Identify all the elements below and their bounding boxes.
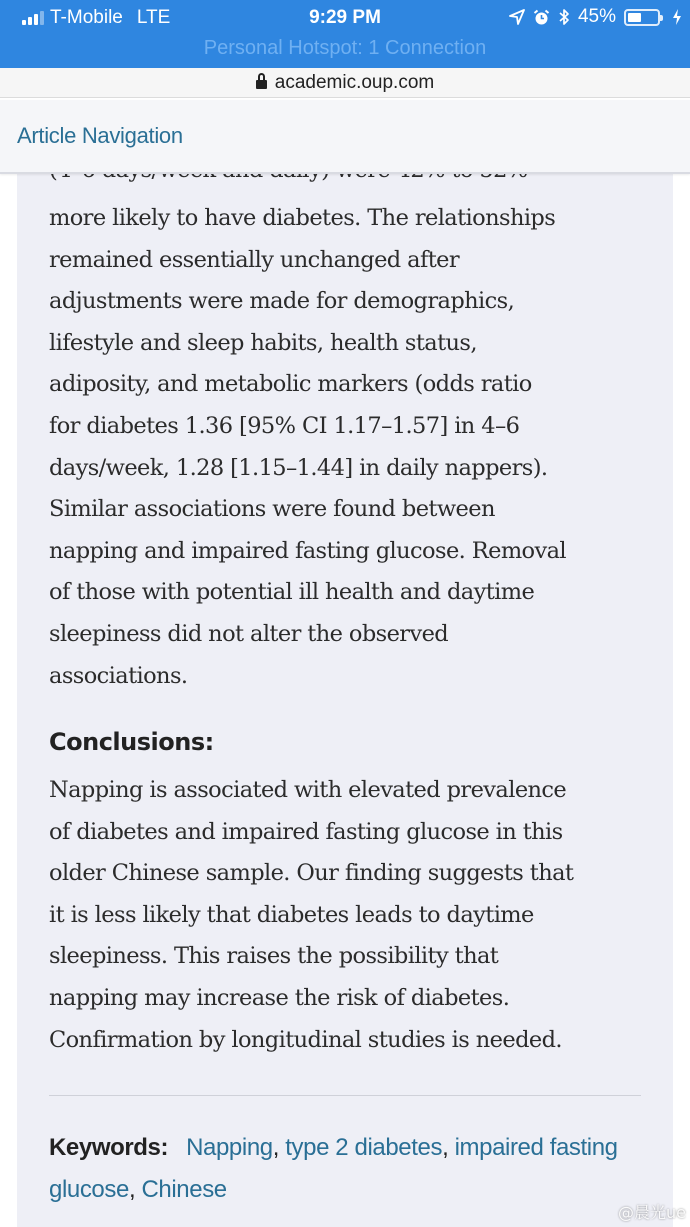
text-line: adiposity, and metabolic markers (odds ratio — [49, 371, 532, 398]
text-line: of diabetes and impaired fasting glucose in this — [49, 818, 563, 845]
keyword-separator: , — [442, 1134, 455, 1161]
text-line: older Chinese sample. Our finding suggests that — [49, 860, 574, 887]
lock-icon — [256, 77, 267, 90]
charging-icon — [672, 8, 682, 26]
keyword-link[interactable]: type 2 diabetes — [285, 1134, 443, 1161]
text-line: lifestyle and sleep habits, health status, — [49, 329, 477, 356]
network-label: LTE — [136, 7, 171, 28]
watermark: @晨光ue — [618, 1203, 686, 1222]
text-line: Similar associations were found between — [49, 496, 495, 523]
text-line: it is less likely that diabetes leads to daytime — [49, 901, 534, 928]
article-navigation-bar[interactable] — [0, 100, 690, 174]
text-line: sleepiness. This raises the possibility that — [49, 943, 499, 970]
text-line: Napping is associated with elevated prevalence — [49, 777, 567, 803]
abstract-card — [17, 150, 673, 1227]
text-line: more likely to have diabetes. The relationships — [49, 205, 556, 231]
conclusions-heading: Conclusions: — [49, 728, 214, 756]
keyword-separator: , — [128, 1176, 142, 1203]
text-line: napping and impaired fasting glucose. Removal — [49, 537, 567, 564]
results-paragraph — [49, 198, 649, 697]
url-text: academic.oup.com — [274, 71, 435, 93]
battery-percent: 45% — [577, 6, 616, 27]
url-bar[interactable] — [0, 68, 690, 98]
text-line: remained essentially unchanged after — [49, 246, 460, 273]
carrier-label: T-Mobile — [50, 7, 123, 28]
text-line: napping may increase the risk of diabetes. — [49, 984, 510, 1011]
status-bar — [0, 0, 690, 68]
keyword-link[interactable]: Napping — [186, 1134, 273, 1161]
conclusions-paragraph — [49, 770, 649, 1061]
alarm-icon — [533, 9, 550, 26]
keyword-link[interactable]: Chinese — [141, 1176, 227, 1203]
clock: 9:29 PM — [309, 7, 381, 28]
bluetooth-icon — [558, 8, 570, 26]
text-line: adjustments were made for demographics, — [49, 288, 515, 315]
keyword-separator: , — [272, 1134, 286, 1161]
section-divider — [49, 1095, 641, 1096]
location-icon — [509, 9, 525, 25]
keywords-label: Keywords: — [49, 1134, 169, 1161]
keywords-section — [49, 1127, 649, 1211]
article-navigation-button[interactable]: Article Navigation — [17, 123, 183, 148]
text-line: sleepiness did not alter the observed — [49, 620, 449, 647]
status-right — [509, 6, 682, 28]
keyword-link[interactable]: impaired fasting glucose — [49, 1134, 618, 1203]
text-line: for diabetes 1.36 [95% CI 1.17–1.57] in 4–6 — [49, 412, 520, 439]
text-line: days/week, 1.28 [1.15–1.44] in daily nappers). — [49, 454, 548, 481]
text-line: of those with potential ill health and daytime — [49, 579, 535, 606]
text-line: Confirmation by longitudinal studies is needed. — [49, 1026, 562, 1053]
text-line: associations. — [49, 662, 188, 689]
hotspot-banner[interactable]: Personal Hotspot: 1 Connection — [203, 37, 487, 59]
battery-level — [628, 13, 641, 22]
battery-icon — [624, 9, 660, 26]
